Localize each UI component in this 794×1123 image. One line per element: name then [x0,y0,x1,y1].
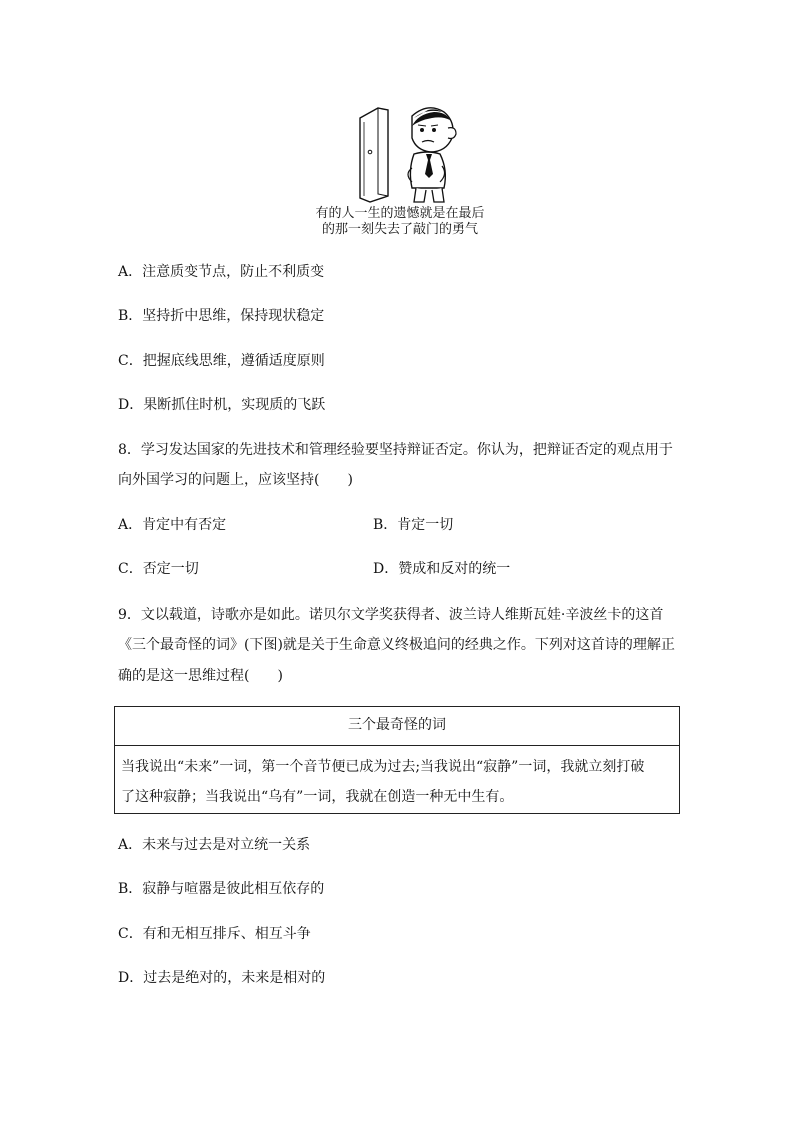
poem-line-2: 了这种寂静；当我说出“乌有”一词，我就在创造一种无中生有。 [121,789,514,805]
q9-stem-line-3: 确的是这一思维过程( ) [118,668,283,684]
q8-stem-line-1: 8．学习发达国家的先进技术和管理经验要坚持辩证否定。你认为，把辩证否定的观点用于 [118,442,673,458]
man-at-door-cartoon-icon [356,104,476,204]
poem-divider [115,745,679,746]
figure-caption-line-1: 有的人一生的遗憾就是在最后 [315,206,485,221]
q8-option-c: C．否定一切 [118,561,199,577]
q9-option-c: C．有和无相互排斥、相互斗争 [118,926,311,942]
q7-option-d: D．果断抓住时机，实现质的飞跃 [118,397,326,413]
figure-caption-line-2: 的那一刻失去了敲门的勇气 [321,222,478,237]
poem-line-1: 当我说出“未来”一词，第一个音节便已成为过去;当我说出“寂静”一词，我就立刻打破 [121,759,645,775]
q8-stem-line-2: 向外国学习的问题上，应该坚持( ) [118,472,353,488]
q9-option-a: A．未来与过去是对立统一关系 [118,837,311,853]
q9-option-d: D．过去是绝对的，未来是相对的 [118,970,326,986]
q8-option-a: A．肯定中有否定 [118,517,227,533]
poem-title: 三个最奇怪的词 [348,717,446,733]
q8-option-b: B．肯定一切 [373,517,454,533]
q9-stem-line-1: 9．文以载道，诗歌亦是如此。诺贝尔文学奖获得者、波兰诗人维斯瓦娃·辛波丝卡的这首 [118,607,664,623]
poem-box [114,706,680,814]
q7-option-a: A．注意质变节点，防止不利质变 [118,264,325,280]
q7-option-c: C．把握底线思维，遵循适度原则 [118,353,325,369]
q9-stem-line-2: 《三个最奇怪的词》(下图)就是关于生命意义终极追问的经典之作。下列对这首诗的理解正 [118,637,675,653]
q8-option-d: D．赞成和反对的统一 [373,561,511,577]
q9-option-b: B．寂静与喧嚣是彼此相互依存的 [118,881,325,897]
q7-option-b: B．坚持折中思维，保持现状稳定 [118,308,325,324]
